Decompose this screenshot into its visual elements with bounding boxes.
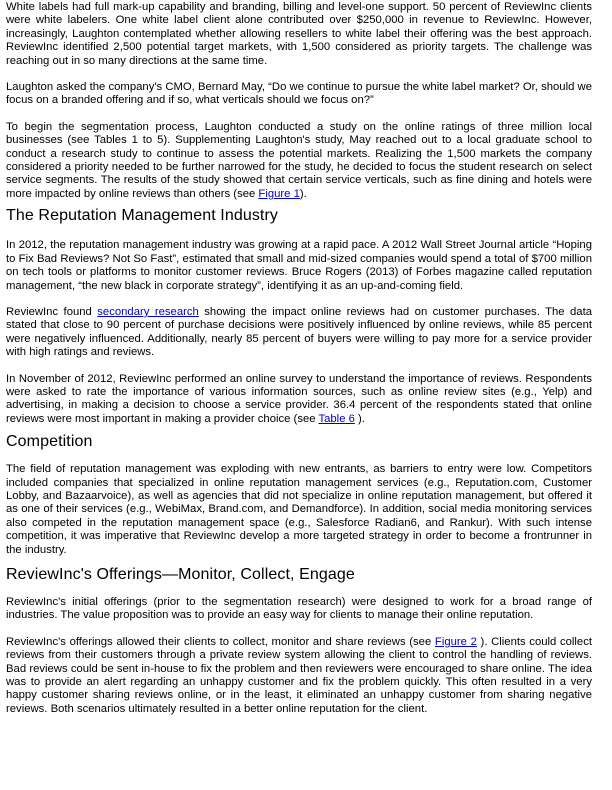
reputation-paragraph-research <box>6 306 592 360</box>
document-page <box>6 1 592 716</box>
survey-text: In November of 2012, ReviewInc performed an online survey to understand the importance of reviews. Respondents were asked to rate the importance of various information sources, such as online review sites (e.g., Yelp) and advertising, in making a decision to choose a service provider. 36.4 percent of the respondents stated that online reviews were most important in making a provider choice (see <box>6 372 592 425</box>
segmentation-text-end: ). <box>299 187 307 200</box>
offerings-text-end: ). Clients could collect reviews from their customers through a private review system allowing the client to control the handling of reviews. Bad reviews could be sent in-house to fix the problem and then reviewers were encouraged to share online. The idea was to provide an alert regarding an unhappy customer and fix the problem quickly. This often resulted in a very happy customer sharing reviews online, or in the least, it eliminated an unhappy customer from sharing negative reviews. Both scenarios ultimately resulted in a better online reputation for the client. <box>6 635 592 715</box>
reputation-paragraph-industry: In 2012, the reputation management industry was growing at a rapid pace. A 2012 Wall Street Journal article “Hoping to Fix Bad Reviews? Not So Fast”, estimated that small and mid-sized companies would spend a total of $700 million on tech tools or platforms to monitor customer reviews. Bruce Rogers (2013) of Forbes magazine called reputation management, “the new black in corporate strategy”, identifying it as an up-and-coming field. <box>6 239 592 292</box>
figure-1-link[interactable]: Figure 1 <box>258 187 300 200</box>
survey-text-end: ). <box>354 412 365 425</box>
intro-paragraph-segmentation <box>6 121 592 201</box>
research-text: ReviewInc found <box>6 305 98 318</box>
figure-2-link[interactable]: Figure 2 <box>434 635 477 648</box>
competition-paragraph: The field of reputation management was exploding with new entrants, as barriers to entry were low. Competitors included companies that specialized in online reputation management services (e.g., Reputation.com, Customer Lobby, and Bazaarvoice), as well as agencies that did not specialize in online reputation management, but offered it as one of their services (e.g., WebiMax, Brand.com, and Demandforce). In addition, social media monitoring services also competed in the reputation management space (e.g., Salesforce Radian6, and Rankur). With such intense competition, it was imperative that ReviewInc develop a more targeted strategy in order to become a frontrunner in the industry. <box>6 463 592 556</box>
intro-paragraph-white-labels: White labels had full mark-up capability and branding, billing and level-one support. 50 percent of ReviewInc clients were white labelers. One white label client alone contributed over $250,000 in revenue to ReviewInc. However, increasingly, Laughton contemplated whether allowing resellers to white label their offering was the best approach. ReviewInc identified 2,500 potential target markets, with 1,500 considered as priority targets. The challenge was reaching out in so many directions at the same time. <box>6 1 592 67</box>
offerings-paragraph-initial: ReviewInc's initial offerings (prior to the segmentation research) were designed to work for a broad range of industries. The value proposition was to provide an easy way for clients to manage their online reputation. <box>6 596 592 622</box>
offerings-paragraph-collect <box>6 636 592 716</box>
offerings-heading: ReviewInc's Offerings—Monitor, Collect, Engage <box>6 566 355 583</box>
competition-heading: Competition <box>6 433 93 451</box>
reputation-heading: The Reputation Management Industry <box>6 207 279 225</box>
research-text-end: showing the impact online reviews had on customer purchases. The data stated that close to 90 percent of purchase decisions were positively influenced by online reviews, while 85 percent were negatively influenced. Additionally, nearly 85 percent of buyers were willing to pay more for a service provider with high ratings and reviews. <box>6 305 592 359</box>
reputation-paragraph-survey <box>6 373 592 427</box>
secondary-research-link[interactable]: secondary research <box>97 305 199 318</box>
table-6-link[interactable]: Table 6 <box>318 412 355 425</box>
offerings-text: ReviewInc's offerings allowed their clients to collect, monitor and share reviews (see <box>6 635 435 648</box>
intro-paragraph-cmo-question: Laughton asked the company's CMO, Bernard May, “Do we continue to pursue the white label market? Or, should we focus on a branded offering and if so, what verticals should we focus on?” <box>6 81 592 107</box>
segmentation-text: To begin the segmentation process, Laughton conducted a study on the online ratings of three million local businesses (see Tables 1 to 5). Supplementing Laughton's study, May reached out to a local graduate school to conduct a research study to continue to assess the potential markets. Realizing the 1,500 markets the company considered a priority needed to be further narrowed for the study, he decided to focus the student research on select service segments. The results of the study showed that certain service verticals, such as fine dining and hotels were more impacted by online reviews than others (see <box>6 120 592 200</box>
